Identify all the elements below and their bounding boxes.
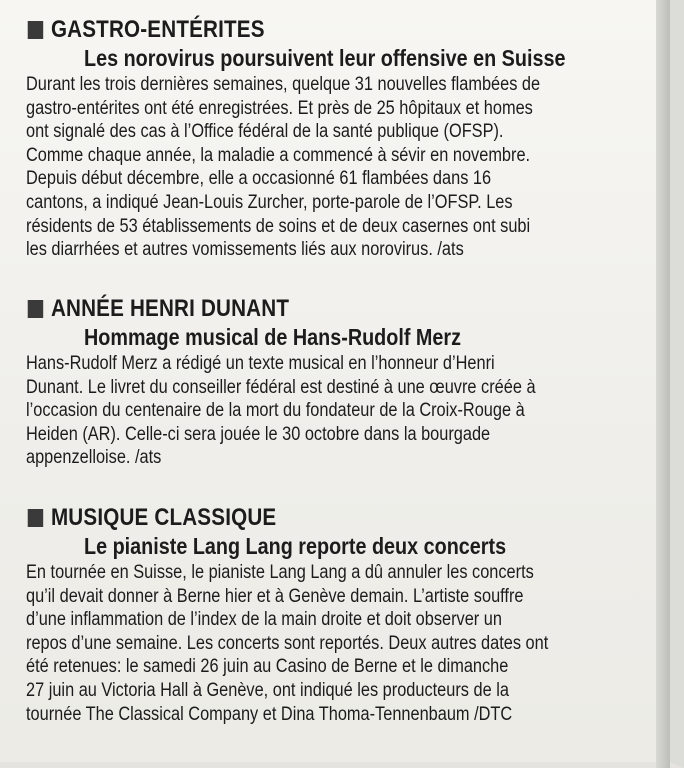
article-kicker	[26, 16, 576, 44]
article-gastro	[26, 16, 666, 262]
body-line: tournée The Classical Company et Dina Thoma-Tennenbaum /DTC	[26, 703, 513, 725]
body-line: Depuis début décembre, elle a occasionné 61 flambées dans 16	[26, 168, 492, 190]
article-lang-lang	[26, 504, 666, 726]
kicker-text: ANNÉE HENRI DUNANT	[50, 295, 290, 322]
body-line: Dunant. Le livret du conseiller fédéral est destiné à une œuvre créée à	[26, 376, 536, 398]
body-line: qu’il devait donner à Berne hier et à Genève demain. L’artiste souffre	[26, 585, 524, 607]
body-line: Comme chaque année, la maladie a commencé à sévir en novembre.	[26, 144, 531, 166]
body-line: En tournée en Suisse, le pianiste Lang Lang a dû annuler les concerts	[26, 562, 534, 583]
article-headline: Le pianiste Lang Lang reporte deux concerts	[84, 533, 507, 559]
bullet-square-icon	[28, 21, 43, 39]
article-body	[26, 561, 666, 726]
body-line: Hans-Rudolf Merz a rédigé un texte musical en l’honneur d’Henri	[26, 353, 495, 374]
body-line: 27 juin au Victoria Hall à Genève, ont indiqué les producteurs de la	[26, 679, 509, 701]
bullet-square-icon	[28, 509, 43, 527]
body-line: les diarrhées et autres vomissements liés aux norovirus. /ats	[26, 239, 464, 261]
body-line: d’une inflammation de l’index de la main droite et doit observer un	[26, 609, 502, 631]
article-kicker	[26, 504, 576, 532]
body-line: Durant les trois dernières semaines, quelque 31 nouvelles flambées de	[26, 74, 541, 95]
kicker-text: GASTRO-ENTÉRITES	[50, 16, 265, 43]
body-line: l’occasion du centenaire de la mort du fondateur de la Croix-Rouge à	[26, 400, 525, 422]
body-line: repos d’une semaine. Les concerts sont reportés. Deux autres dates ont	[26, 632, 549, 654]
article-headline: Hommage musical de Hans-Rudolf Merz	[84, 324, 461, 350]
body-line: résidents de 53 établissements de soins et de deux casernes ont subi	[26, 215, 531, 237]
article-headline: Les norovirus poursuivent leur offensive en Suisse	[84, 45, 566, 71]
kicker-text: MUSIQUE CLASSIQUE	[50, 504, 277, 531]
body-line: Heiden (AR). Celle-ci sera jouée le 30 octobre dans la bourgade	[26, 423, 491, 445]
body-line: ont signalé des cas à l’Office fédéral de la santé publique (OFSP).	[26, 121, 504, 143]
body-line: appenzelloise. /ats	[26, 447, 162, 469]
article-henri-dunant	[26, 295, 666, 470]
body-line: été retenues: le samedi 26 juin au Casino de Berne et le dimanche	[26, 656, 509, 678]
body-line: cantons, a indiqué Jean-Louis Zurcher, porte-parole de l’OFSP. Les	[26, 191, 513, 213]
article-kicker	[26, 295, 576, 323]
body-line: gastro-entérites ont été enregistrées. Et près de 25 hôpitaux et homes	[26, 97, 533, 119]
bullet-square-icon	[28, 300, 43, 318]
article-body	[26, 352, 666, 470]
article-body	[26, 73, 666, 262]
